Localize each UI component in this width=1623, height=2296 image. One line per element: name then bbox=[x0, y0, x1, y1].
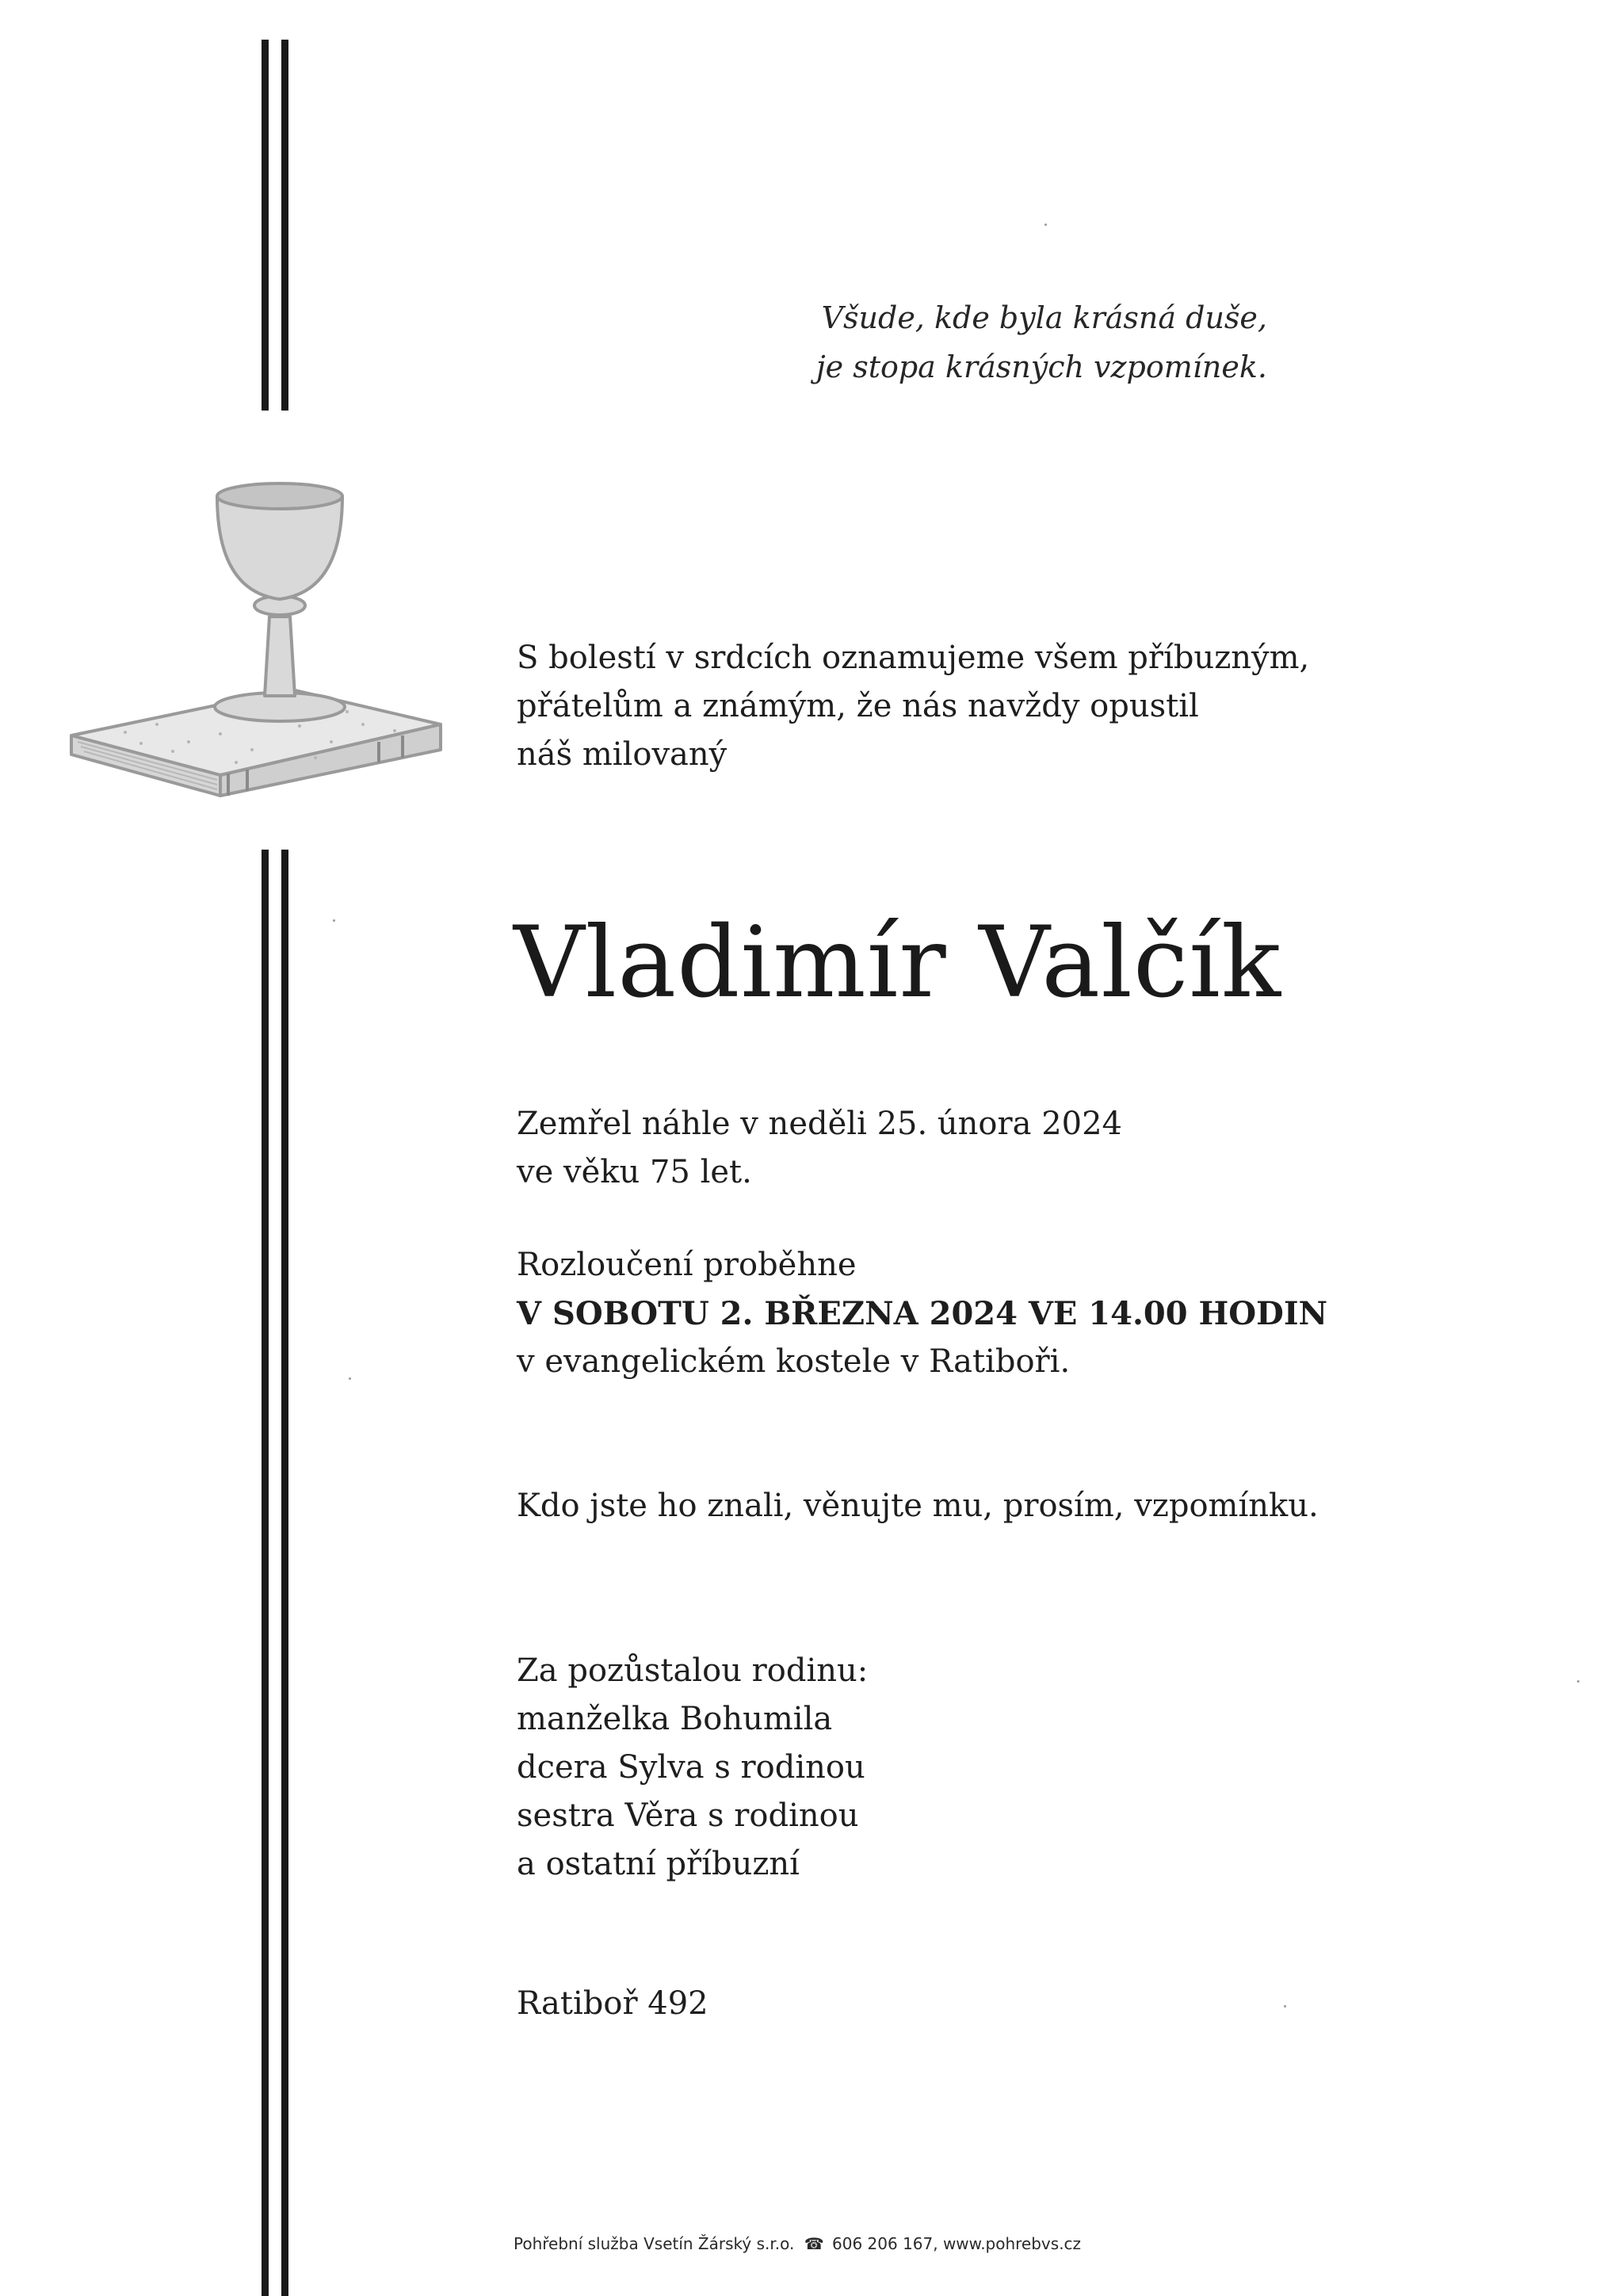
scan-speck bbox=[333, 919, 335, 922]
scan-speck bbox=[1044, 223, 1047, 226]
farewell-datetime: V SOBOTU 2. BŘEZNA 2024 VE 14.00 HODIN bbox=[517, 1295, 1328, 1332]
scan-speck bbox=[349, 1377, 351, 1380]
phone-icon: ☎ bbox=[804, 2234, 824, 2253]
family-line: a ostatní příbuzní bbox=[517, 1846, 800, 1882]
footer-company: Pohřební služba Vsetín Žárský s.r.o. bbox=[514, 2234, 795, 2253]
top-right-bar bbox=[281, 40, 288, 411]
announcement-line: přátelům a známým, že nás navždy opustil bbox=[517, 688, 1199, 724]
scan-speck bbox=[1284, 2005, 1286, 2008]
family-line: sestra Věra s rodinou bbox=[517, 1797, 859, 1834]
family-line: manželka Bohumila bbox=[517, 1701, 833, 1737]
farewell-place: v evangelickém kostele v Ratiboři. bbox=[517, 1343, 1071, 1380]
announcement bbox=[517, 634, 1309, 779]
announcement-line: S bolestí v srdcích oznamujeme všem příbuzným, bbox=[517, 640, 1310, 676]
family-line: Za pozůstalou rodinu: bbox=[517, 1652, 869, 1689]
top-left-bar bbox=[262, 40, 269, 411]
death-info-line: ve věku 75 let. bbox=[517, 1154, 752, 1190]
farewell-info bbox=[517, 1241, 1327, 1386]
bottom-left-bar bbox=[262, 850, 269, 2296]
quote bbox=[554, 293, 1267, 392]
farewell-intro: Rozloučení proběhne bbox=[517, 1247, 857, 1283]
quote-line: je stopa krásných vzpomínek. bbox=[815, 350, 1267, 384]
address: Ratiboř 492 bbox=[517, 1985, 708, 2022]
scan-speck bbox=[1577, 1680, 1579, 1683]
remembrance-request: Kdo jste ho znali, věnujte mu, prosím, vzpomínku. bbox=[517, 1488, 1319, 1524]
bottom-right-bar bbox=[281, 850, 288, 2296]
deceased-name: Vladimír Valčík bbox=[514, 906, 1282, 1020]
chalice-on-book-icon bbox=[62, 472, 450, 845]
death-info-line: Zemřel náhle v neděli 25. února 2024 bbox=[517, 1106, 1122, 1142]
death-info bbox=[517, 1100, 1122, 1197]
family-line: dcera Sylva s rodinou bbox=[517, 1749, 865, 1786]
announcement-line: náš milovaný bbox=[517, 736, 727, 773]
family-list bbox=[517, 1647, 868, 1889]
quote-line: Všude, kde byla krásná duše, bbox=[821, 300, 1267, 335]
funeral-service-footer bbox=[514, 2233, 1081, 2255]
footer-contact: 606 206 167, www.pohrebvs.cz bbox=[832, 2234, 1082, 2253]
